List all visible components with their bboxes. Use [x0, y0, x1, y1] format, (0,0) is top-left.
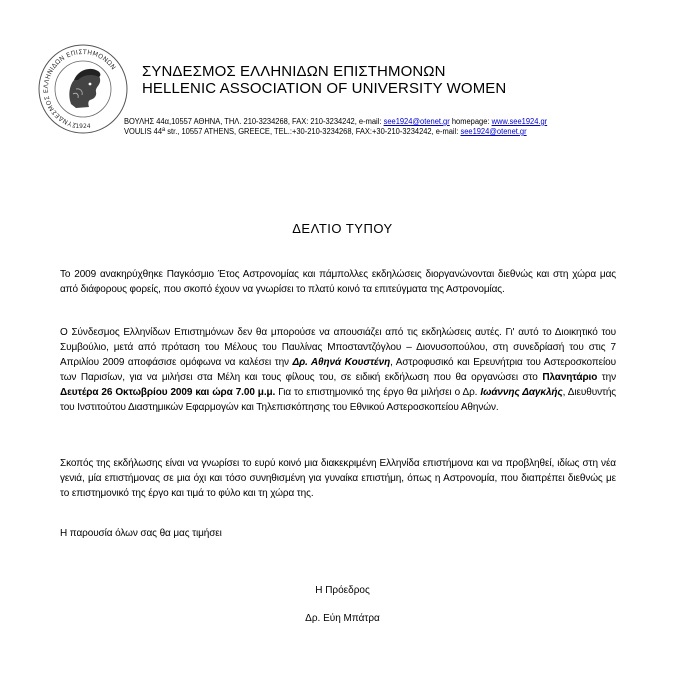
- document-title: ΔΕΛΤΙΟ ΤΥΠΟΥ: [292, 221, 393, 236]
- paragraph-intro: Το 2009 ανακηρύχθηκε Παγκόσμιο Έτος Αστρονομίας και πάμπολλες εκδηλώσεις διοργανώνονται διεθνώς και στη χώρα μας από διάφορους φορείς, που σκοπό έχουν να γνωρίσει το πλατύ κοινό τα επιτεύγματα της Αστρονομίας.: [60, 269, 616, 295]
- speaker-name: Δρ. Αθηνά Κουστένη: [292, 357, 391, 368]
- org-name-greek: ΣΥΝΔΕΣΜΟΣ ΕΛΛΗΝΙΔΩΝ ΕΠΙΣΤΗΜΟΝΩΝ: [142, 63, 446, 80]
- paragraph-purpose: Σκοπός της εκδήλωσης είναι να γνωρίσει το ευρύ κοινό μια διακεκριμένη Ελληνίδα επιστήμονα και να προβληθεί, ιδίως στη νέα γενιά, μία επιστήμονας σε μια όχι και τόσο συνηθισμένη για γυναίκα επιστήμη, όπως η Αστρονομία, που διαπρέπει διεθνώς με το επιστημονικό της έργο και τιμά το φύλο και τη χώρα της.: [60, 458, 616, 499]
- email-link[interactable]: see1924@otenet.gr: [383, 117, 450, 126]
- contact-address-greek: ΒΟΥΛΗΣ 44α,10557 ΑΘΗΝΑ, ΤΗΛ. 210-3234268, FAX: 210-3234242, e-mail:: [124, 117, 384, 126]
- event-date-time: Δευτέρα 26 Οκτωβρίου 2009 και ώρα 7.00 μ.μ.: [60, 387, 276, 398]
- homepage-label: homepage:: [449, 117, 492, 126]
- contact-street-english: VOULIS 44: [124, 127, 163, 136]
- event-text-4: Για το επιστημονικό της έργο θα μιλήσει ο Δρ.: [275, 387, 481, 398]
- contact-address-english: str., 10557 ATHENS, GREECE, TEL.:+30-210-3234268, FAX:+30-210-3234242, e-mail:: [165, 127, 461, 136]
- association-logo: [38, 44, 128, 134]
- street-superscript: a: [162, 127, 166, 133]
- paragraph-event: [60, 325, 616, 415]
- paragraph-closing: Η παρουσία όλων σας θα μας τιμήσει: [60, 528, 222, 539]
- athena-head-icon: [69, 69, 100, 108]
- event-text-2: , Αστροφυσικό και Ερευνήτρια του Αστεροσκοπείου των Παρισίων, για να μιλήσει στα Μέλη και τους φίλους του, σε ειδική εκδήλωση που θα οργανώσει στο: [60, 357, 616, 383]
- event-text-3: την: [597, 372, 616, 383]
- email-link-english[interactable]: see1924@otenet.gr: [460, 127, 527, 136]
- signature-name: Δρ. Εύη Μπάτρα: [305, 613, 380, 624]
- event-text-1: Ο Σύνδεσμος Ελληνίδων Επιστημόνων δεν θα μπορούσε να απουσιάζει από τις εκδηλώσεις αυτές. Γι' αυτό το Διοικητικό του Συμβούλιο, μετά από πρόταση του Μέλους του Παυλίνας Μποσταντζόγλου – Διονυσοπούλου, στη συνεδρίασή του στις 7 Απριλίου 2009 αποφάσισε ομόφωνα να καλέσει την: [60, 327, 616, 368]
- venue: Πλανητάριο: [542, 372, 598, 383]
- contact-line-greek: [124, 117, 547, 127]
- logo-ring-text: ΣΥΝΔΕΣΜΟΣ ΕΛΛΗΝΙΔΩΝ ΕΠΙΣΤΗΜΟΝΩΝ: [42, 48, 117, 129]
- logo-year: 1924: [75, 123, 91, 130]
- event-text-5: , Διευθυντής του Ινστιτούτου Διαστημικών Εφαρμογών και Τηλεπισκόπησης του Εθνικού Αστεροσκοπείου Αθηνών.: [60, 387, 616, 413]
- presenter-name: Ιωάννης Δαγκλής: [480, 387, 563, 398]
- homepage-link[interactable]: www.see1924.gr: [491, 117, 548, 126]
- org-name-english: HELLENIC ASSOCIATION OF UNIVERSITY WOMEN: [142, 80, 507, 97]
- contact-line-english: [124, 127, 527, 137]
- signature-role: Η Πρόεδρος: [315, 585, 370, 596]
